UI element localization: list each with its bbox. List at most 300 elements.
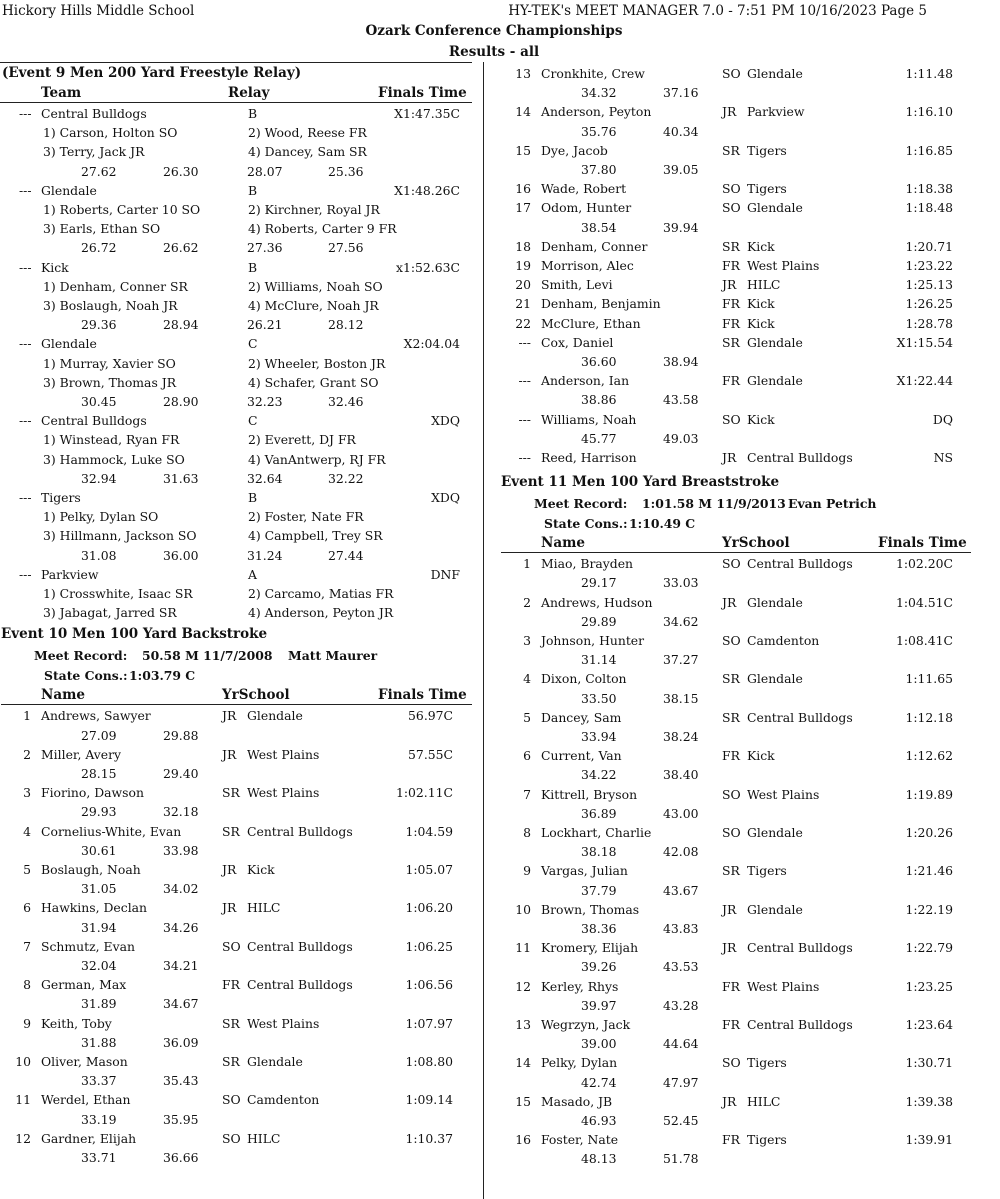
school: West Plains bbox=[747, 978, 820, 994]
relay-place: --- bbox=[19, 490, 32, 505]
swimmer-name: Kromery, Elijah bbox=[541, 940, 639, 956]
split: 32.22 bbox=[328, 470, 364, 486]
split: 42.74 bbox=[581, 1074, 617, 1090]
class-year: JR bbox=[722, 450, 737, 465]
finals-time: 1:16.10 bbox=[905, 104, 953, 120]
school: Glendale bbox=[747, 200, 803, 216]
split: 34.26 bbox=[163, 919, 199, 935]
split: 34.02 bbox=[163, 881, 199, 897]
split: 38.86 bbox=[581, 392, 617, 408]
school: Glendale bbox=[747, 594, 803, 610]
split: 29.36 bbox=[81, 317, 117, 333]
swimmer-name: Fiorino, Dawson bbox=[41, 785, 144, 801]
relay-time: x1:52.63C bbox=[396, 259, 460, 275]
place: 1 bbox=[23, 708, 31, 724]
split: 27.44 bbox=[328, 547, 364, 563]
class-year: SR bbox=[222, 1054, 240, 1069]
place: 13 bbox=[515, 1017, 531, 1032]
finals-time: 1:05.07 bbox=[405, 862, 453, 877]
school: Kick bbox=[747, 748, 775, 764]
swimmer-3: 3) Brown, Thomas JR bbox=[43, 374, 177, 390]
swimmer-name: Andrews, Hudson bbox=[541, 594, 653, 610]
split: 39.97 bbox=[581, 997, 617, 1013]
swimmer-2: 2) Wheeler, Boston JR bbox=[248, 355, 386, 371]
relay-letter: B bbox=[248, 106, 258, 121]
split: 26.72 bbox=[81, 240, 117, 256]
split: 36.89 bbox=[581, 805, 617, 821]
class-year: SO bbox=[722, 1055, 741, 1071]
state-cons-value: 1:10.49 C bbox=[629, 516, 696, 532]
split: 37.79 bbox=[581, 882, 617, 898]
col-header-finals: Finals Time bbox=[378, 687, 467, 704]
place: 16 bbox=[515, 181, 531, 197]
split: 43.67 bbox=[663, 882, 699, 898]
place: 7 bbox=[23, 938, 31, 954]
swimmer-name: Denham, Conner bbox=[541, 238, 648, 254]
place: 2 bbox=[523, 594, 531, 610]
relay-letter: C bbox=[248, 336, 258, 352]
swimmer-name: Hawkins, Declan bbox=[41, 900, 148, 916]
split: 38.94 bbox=[663, 354, 699, 369]
swimmer-name: Anderson, Peyton bbox=[541, 104, 652, 120]
swimmer-4: 4) Schafer, Grant SO bbox=[248, 374, 379, 390]
class-year: SR bbox=[722, 334, 740, 350]
split: 31.94 bbox=[81, 919, 117, 935]
school: HILC bbox=[247, 900, 281, 916]
split: 33.94 bbox=[581, 729, 617, 744]
class-year: JR bbox=[222, 862, 237, 877]
relay-letter: B bbox=[248, 490, 258, 505]
swimmer-1: 1) Carson, Holton SO bbox=[43, 125, 178, 141]
finals-time: 57.55C bbox=[408, 746, 453, 762]
swimmer-name: Schmutz, Evan bbox=[41, 938, 135, 954]
class-year: JR bbox=[222, 746, 237, 762]
class-year: FR bbox=[222, 977, 240, 993]
school: Glendale bbox=[247, 1054, 303, 1069]
finals-time: 1:28.78 bbox=[905, 315, 953, 331]
class-year: SO bbox=[722, 633, 741, 648]
swimmer-name: Current, Van bbox=[541, 748, 622, 764]
finals-time: 1:12.18 bbox=[905, 709, 953, 725]
class-year: JR bbox=[722, 277, 737, 293]
split: 31.08 bbox=[81, 547, 117, 563]
swimmer-name: Dixon, Colton bbox=[541, 671, 627, 687]
relay-place: --- bbox=[19, 259, 32, 275]
school: HILC bbox=[747, 1093, 781, 1109]
swimmer-4: 4) Campbell, Trey SR bbox=[248, 528, 383, 544]
finals-time: DQ bbox=[932, 411, 953, 427]
swimmer-1: 1) Winstead, Ryan FR bbox=[43, 432, 180, 448]
place: 18 bbox=[515, 238, 531, 254]
split: 28.94 bbox=[163, 317, 199, 333]
finals-time: 1:23.64 bbox=[905, 1017, 953, 1032]
split: 30.61 bbox=[81, 842, 117, 858]
col-header-relay: Relay bbox=[228, 85, 270, 101]
school: Glendale bbox=[747, 901, 803, 917]
swimmer-3: 3) Jabagat, Jarred SR bbox=[43, 605, 177, 621]
school: Kick bbox=[747, 296, 775, 312]
class-year: JR bbox=[722, 940, 737, 956]
split: 39.00 bbox=[581, 1036, 617, 1052]
place: 8 bbox=[523, 825, 531, 840]
place: 4 bbox=[523, 671, 531, 687]
split: 29.93 bbox=[81, 804, 117, 820]
split: 37.80 bbox=[581, 162, 617, 177]
swimmer-3: 3) Terry, Jack JR bbox=[43, 144, 145, 160]
swimmer-name: Cornelius-White, Evan bbox=[41, 823, 182, 839]
split: 36.00 bbox=[163, 547, 199, 563]
class-year: FR bbox=[722, 1017, 740, 1032]
split: 33.19 bbox=[81, 1111, 117, 1127]
split: 46.93 bbox=[581, 1113, 617, 1128]
split: 38.40 bbox=[663, 767, 699, 783]
left-top-rule bbox=[0, 62, 472, 63]
split: 43.58 bbox=[663, 392, 699, 408]
split: 34.22 bbox=[581, 767, 617, 783]
header-rule bbox=[0, 102, 472, 103]
school: Kick bbox=[247, 862, 275, 877]
school: Glendale bbox=[747, 334, 803, 350]
relay-time: X2:04.04 bbox=[403, 336, 460, 352]
finals-time: 1:20.71 bbox=[905, 238, 953, 254]
place: 5 bbox=[523, 709, 531, 725]
school: Central Bulldogs bbox=[747, 450, 853, 465]
class-year: FR bbox=[722, 373, 740, 389]
school: Glendale bbox=[747, 825, 803, 840]
state-cons-label: State Cons.: bbox=[544, 516, 628, 532]
place: 12 bbox=[15, 1130, 31, 1146]
split: 28.15 bbox=[81, 766, 117, 781]
place: --- bbox=[518, 411, 531, 427]
col-header-name: Name bbox=[541, 535, 585, 552]
split: 31.89 bbox=[81, 996, 117, 1012]
split: 32.04 bbox=[81, 958, 117, 973]
split: 45.77 bbox=[581, 430, 617, 446]
finals-time: 1:18.38 bbox=[905, 181, 953, 197]
place: 6 bbox=[23, 900, 31, 916]
class-year: JR bbox=[722, 1093, 737, 1109]
finals-time: 1:25.13 bbox=[905, 277, 953, 293]
school: Glendale bbox=[247, 708, 303, 724]
split: 29.40 bbox=[163, 766, 199, 781]
meet-record-holder: Matt Maurer bbox=[288, 648, 378, 664]
relay-time: XDQ bbox=[431, 413, 460, 429]
split: 34.67 bbox=[163, 996, 199, 1012]
class-year: SR bbox=[722, 671, 740, 687]
finals-time: X1:15.54 bbox=[896, 334, 953, 350]
split: 27.62 bbox=[81, 163, 117, 179]
split: 32.94 bbox=[81, 470, 117, 486]
place: --- bbox=[518, 334, 531, 350]
school-name: Hickory Hills Middle School bbox=[2, 3, 195, 19]
swimmer-1: 1) Murray, Xavier SO bbox=[43, 355, 176, 371]
swimmer-name: Cronkhite, Crew bbox=[541, 66, 645, 81]
finals-time: 1:23.22 bbox=[905, 258, 953, 273]
class-year: SO bbox=[222, 1130, 241, 1146]
class-year: SO bbox=[722, 556, 741, 572]
split: 28.07 bbox=[247, 163, 283, 179]
split: 33.71 bbox=[81, 1150, 117, 1165]
col-header-team: Team bbox=[41, 85, 82, 101]
finals-time: 1:04.51C bbox=[895, 594, 953, 610]
school: Tigers bbox=[747, 1132, 787, 1148]
place: --- bbox=[518, 450, 531, 465]
relay-team: Glendale bbox=[41, 182, 97, 198]
split: 33.37 bbox=[81, 1073, 117, 1089]
finals-time: 1:20.26 bbox=[905, 825, 953, 840]
class-year: JR bbox=[722, 901, 737, 917]
school: West Plains bbox=[247, 1015, 320, 1031]
school: Camdenton bbox=[247, 1092, 320, 1108]
swimmer-2: 2) Everett, DJ FR bbox=[248, 432, 356, 448]
state-cons-value: 1:03.79 C bbox=[129, 668, 196, 684]
split: 29.89 bbox=[581, 613, 617, 629]
split: 31.88 bbox=[81, 1034, 117, 1050]
swimmer-name: Cox, Daniel bbox=[541, 334, 614, 350]
place: 14 bbox=[515, 104, 531, 120]
event-title: Event 10 Men 100 Yard Backstroke bbox=[1, 626, 268, 643]
school: Kick bbox=[747, 238, 775, 254]
class-year: FR bbox=[722, 296, 740, 312]
finals-time: X1:22.44 bbox=[896, 373, 953, 389]
split: 25.36 bbox=[328, 163, 364, 179]
split: 31.14 bbox=[581, 652, 617, 668]
class-year: FR bbox=[722, 978, 740, 994]
split: 48.13 bbox=[581, 1151, 617, 1167]
swimmer-1: 1) Denham, Conner SR bbox=[43, 278, 188, 294]
school: Central Bulldogs bbox=[247, 977, 353, 993]
relay-letter: C bbox=[248, 413, 258, 429]
class-year: SO bbox=[222, 1092, 241, 1108]
meet-record-value: 1:01.58 M 11/9/2013 bbox=[642, 496, 786, 512]
place: 11 bbox=[515, 940, 531, 956]
finals-time: 1:07.97 bbox=[405, 1015, 453, 1031]
split: 34.62 bbox=[663, 613, 699, 629]
event-title: (Event 9 Men 200 Yard Freestyle Relay) bbox=[2, 65, 302, 81]
header-rule bbox=[501, 552, 971, 553]
relay-team: Kick bbox=[41, 259, 69, 275]
split: 36.09 bbox=[163, 1034, 199, 1050]
col-header-finals: Finals Time bbox=[878, 535, 967, 552]
place: 9 bbox=[23, 1015, 31, 1031]
school: West Plains bbox=[247, 785, 320, 801]
class-year: SR bbox=[222, 785, 240, 801]
split: 39.26 bbox=[581, 959, 617, 975]
swimmer-name: Werdel, Ethan bbox=[41, 1092, 131, 1108]
class-year: SO bbox=[722, 200, 741, 216]
place: --- bbox=[518, 373, 531, 389]
class-year: SR bbox=[222, 823, 240, 839]
swimmer-4: 4) Dancey, Sam SR bbox=[248, 144, 367, 160]
place: 4 bbox=[23, 823, 31, 839]
finals-time: 1:22.19 bbox=[905, 901, 953, 917]
place: 3 bbox=[23, 785, 31, 801]
split: 27.36 bbox=[247, 240, 283, 256]
place: 22 bbox=[515, 315, 531, 331]
split: 47.97 bbox=[663, 1074, 699, 1090]
swimmer-name: Oliver, Mason bbox=[41, 1054, 128, 1069]
swimmer-name: Anderson, Ian bbox=[541, 373, 630, 389]
finals-time: 1:39.91 bbox=[905, 1132, 953, 1148]
finals-time: 1:04.59 bbox=[405, 823, 453, 839]
split: 43.83 bbox=[663, 921, 699, 936]
school: Tigers bbox=[747, 1055, 787, 1071]
finals-time: 1:09.14 bbox=[405, 1092, 453, 1108]
swimmer-name: McClure, Ethan bbox=[541, 315, 641, 331]
swimmer-2: 2) Williams, Noah SO bbox=[248, 278, 383, 294]
finals-time: 1:26.25 bbox=[905, 296, 953, 312]
place: 8 bbox=[23, 977, 31, 993]
class-year: JR bbox=[222, 708, 237, 724]
finals-time: 1:06.56 bbox=[405, 977, 453, 993]
school: West Plains bbox=[247, 746, 320, 762]
relay-place: --- bbox=[19, 106, 32, 121]
place: 20 bbox=[515, 277, 531, 293]
finals-time: NS bbox=[933, 450, 953, 465]
split: 43.53 bbox=[663, 959, 699, 975]
relay-team: Tigers bbox=[41, 490, 81, 505]
swimmer-name: Johnson, Hunter bbox=[541, 633, 645, 648]
class-year: FR bbox=[722, 258, 740, 273]
finals-time: 1:16.85 bbox=[905, 142, 953, 158]
split: 32.23 bbox=[247, 394, 283, 409]
split: 38.36 bbox=[581, 921, 617, 936]
split: 38.18 bbox=[581, 844, 617, 860]
split: 28.90 bbox=[163, 394, 199, 409]
swimmer-name: Dancey, Sam bbox=[541, 709, 622, 725]
split: 38.15 bbox=[663, 690, 699, 706]
split: 31.63 bbox=[163, 470, 199, 486]
swimmer-name: Odom, Hunter bbox=[541, 200, 632, 216]
place: 17 bbox=[515, 200, 531, 216]
relay-place: --- bbox=[19, 566, 32, 582]
place: 11 bbox=[15, 1092, 31, 1108]
relay-time: DNF bbox=[430, 566, 460, 582]
school: Glendale bbox=[747, 671, 803, 687]
col-header-name: Name bbox=[41, 687, 85, 704]
finals-time: 1:06.20 bbox=[405, 900, 453, 916]
finals-time: 1:21.46 bbox=[905, 863, 953, 879]
swimmer-2: 2) Foster, Nate FR bbox=[248, 509, 364, 525]
relay-team: Central Bulldogs bbox=[41, 106, 147, 121]
meet-record-value: 50.58 M 11/7/2008 bbox=[142, 648, 273, 664]
class-year: FR bbox=[722, 748, 740, 764]
finals-time: 1:02.11C bbox=[395, 785, 453, 801]
split: 35.76 bbox=[581, 123, 617, 139]
swimmer-1: 1) Pelky, Dylan SO bbox=[43, 509, 159, 525]
school: Kick bbox=[747, 411, 775, 427]
place: 10 bbox=[515, 901, 531, 917]
school: Kick bbox=[747, 315, 775, 331]
class-year: JR bbox=[222, 900, 237, 916]
school: West Plains bbox=[747, 786, 820, 802]
split: 26.21 bbox=[247, 317, 283, 333]
split: 31.24 bbox=[247, 547, 283, 563]
school: Glendale bbox=[747, 373, 803, 389]
place: 7 bbox=[523, 786, 531, 802]
split: 44.64 bbox=[663, 1036, 699, 1052]
finals-time: 1:06.25 bbox=[405, 938, 453, 954]
place: 5 bbox=[23, 862, 31, 877]
swimmer-1: 1) Crosswhite, Isaac SR bbox=[43, 586, 193, 601]
relay-place: --- bbox=[19, 413, 32, 429]
split: 42.08 bbox=[663, 844, 699, 860]
place: 13 bbox=[515, 66, 531, 81]
split: 26.30 bbox=[163, 163, 199, 179]
place: 14 bbox=[515, 1055, 531, 1071]
place: 19 bbox=[515, 258, 531, 273]
school: Central Bulldogs bbox=[747, 1017, 853, 1032]
split: 32.64 bbox=[247, 470, 283, 486]
school: Central Bulldogs bbox=[247, 938, 353, 954]
relay-time: X1:47.35C bbox=[394, 106, 460, 121]
software-line: HY-TEK's MEET MANAGER 7.0 - 7:51 PM 10/16/2023 Page 5 bbox=[508, 3, 927, 19]
finals-time: 1:08.80 bbox=[405, 1054, 453, 1069]
school: Glendale bbox=[747, 66, 803, 81]
swimmer-name: Vargas, Julian bbox=[541, 863, 628, 879]
swimmer-3: 3) Hillmann, Jackson SO bbox=[43, 528, 197, 544]
finals-time: 1:18.48 bbox=[905, 200, 953, 216]
school: Parkview bbox=[747, 104, 805, 120]
swimmer-name: Reed, Harrison bbox=[541, 450, 637, 465]
split: 33.50 bbox=[581, 690, 617, 706]
school: Tigers bbox=[747, 142, 787, 158]
relay-team: Parkview bbox=[41, 566, 99, 582]
swimmer-3: 3) Earls, Ethan SO bbox=[43, 221, 161, 237]
split: 40.34 bbox=[663, 123, 699, 139]
swimmer-4: 4) McClure, Noah JR bbox=[248, 298, 379, 313]
col-header-finals: Finals Time bbox=[378, 85, 467, 101]
swimmer-name: Gardner, Elijah bbox=[41, 1130, 137, 1146]
swimmer-name: Morrison, Alec bbox=[541, 258, 634, 273]
split: 34.32 bbox=[581, 85, 617, 101]
place: 12 bbox=[515, 978, 531, 994]
class-year: JR bbox=[722, 104, 737, 120]
meet-record-label: Meet Record: bbox=[534, 496, 628, 512]
split: 33.98 bbox=[163, 842, 199, 858]
school: Camdenton bbox=[747, 633, 820, 648]
place: 10 bbox=[15, 1054, 31, 1069]
split: 33.03 bbox=[663, 575, 699, 591]
results-subtitle: Results - all bbox=[448, 44, 540, 60]
split: 36.66 bbox=[163, 1150, 199, 1165]
class-year: SR bbox=[222, 1015, 240, 1031]
relay-letter: B bbox=[248, 259, 258, 275]
school: Tigers bbox=[747, 863, 787, 879]
split: 43.00 bbox=[663, 805, 699, 821]
place: 9 bbox=[523, 863, 531, 879]
split: 52.45 bbox=[663, 1113, 699, 1128]
class-year: JR bbox=[722, 594, 737, 610]
swimmer-name: German, Max bbox=[41, 977, 127, 993]
swimmer-3: 3) Boslaugh, Noah JR bbox=[43, 298, 178, 313]
swimmer-name: Brown, Thomas bbox=[541, 901, 640, 917]
relay-place: --- bbox=[19, 336, 32, 352]
relay-team: Central Bulldogs bbox=[41, 413, 147, 429]
split: 34.21 bbox=[163, 958, 199, 973]
swimmer-name: Foster, Nate bbox=[541, 1132, 619, 1148]
place: 1 bbox=[523, 556, 531, 572]
split: 38.54 bbox=[581, 219, 617, 235]
finals-time: 1:19.89 bbox=[905, 786, 953, 802]
school: West Plains bbox=[747, 258, 820, 273]
finals-time: 1:22.79 bbox=[905, 940, 953, 956]
swimmer-name: Keith, Toby bbox=[41, 1015, 112, 1031]
split: 27.56 bbox=[328, 240, 364, 256]
place: 15 bbox=[515, 142, 531, 158]
finals-time: 1:30.71 bbox=[905, 1055, 953, 1071]
relay-place: --- bbox=[19, 182, 32, 198]
